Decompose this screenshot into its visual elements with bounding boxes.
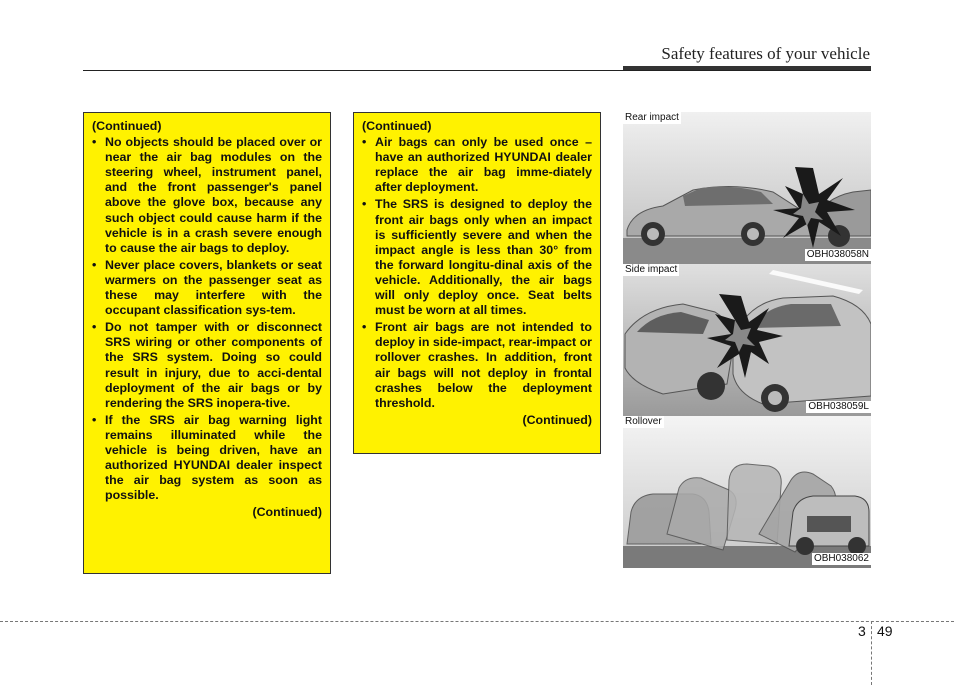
warning-item: • Do not tamper with or disconnect SRS wiring or other components of the SRS system. Doing so could result in injury, due to acci-dental deployment of the air bags or by rendering the SRS inopera-tive. — [92, 320, 322, 411]
figure-caption: Rollover — [625, 416, 662, 427]
warning-item: • If the SRS air bag warning light remains illuminated while the vehicle is being driven, have an authorized HYUNDAI dealer inspect the air bag system as soon as possible. — [92, 413, 322, 504]
warning-item: • No objects should be placed over or near the air bag modules on the steering wheel, instrument panel, and the front passenger's panel above the glove box, because any such object could cause harm if the vehicle is in a crash severe enough to cause the air bags to deploy. — [92, 135, 322, 256]
footer-dashed-rule — [0, 621, 954, 622]
section-title: Safety features of your vehicle — [661, 44, 870, 63]
header-rule — [83, 70, 871, 71]
chapter-number: 3 — [858, 623, 866, 639]
warning-item: • Never place covers, blankets or seat warmers on the passenger seat as these may interfere with the occupant classification sys-tem. — [92, 258, 322, 318]
continued-label: (Continued) — [92, 119, 162, 133]
figure-caption: Rear impact — [625, 112, 679, 123]
warning-list — [92, 135, 322, 503]
warning-item: • Front air bags are not intended to deploy in side-impact, rear-impact or rollover crashes. In addition, front air bags will not deploy in frontal crashes below the deployment threshold. — [362, 320, 592, 411]
page-number: 49 — [877, 623, 893, 639]
side-impact-illustration — [623, 264, 871, 416]
warning-list — [362, 135, 592, 411]
warning-box-middle — [353, 112, 601, 454]
figure-code: OBH038058N — [806, 249, 869, 260]
rollover-illustration — [623, 416, 871, 568]
figure-code: OBH038059L — [808, 401, 869, 412]
side-impact-figure — [623, 264, 871, 416]
footer-dashed-divider — [871, 621, 872, 685]
warning-item: • Air bags can only be used once – have an authorized HYUNDAI dealer replace the air bag imme-diately after deployment. — [362, 135, 592, 195]
rollover-figure — [623, 416, 871, 568]
figure-caption: Side impact — [625, 264, 678, 275]
rear-impact-illustration — [623, 112, 871, 264]
figure-code: OBH038062 — [813, 553, 869, 564]
rear-impact-figure — [623, 112, 871, 264]
continued-label: (Continued) — [362, 119, 432, 133]
continued-label: (Continued) — [252, 505, 322, 520]
continued-label: (Continued) — [522, 412, 592, 427]
warning-item: • The SRS is designed to deploy the front air bags only when an impact is sufficiently severe and when the impact angle is less than 30° from the forward longitu-dinal axis of the vehicle. Additionally, the air bags will only deploy once. Seat belts must be worn at all times. — [362, 197, 592, 318]
warning-box-left — [83, 112, 331, 574]
